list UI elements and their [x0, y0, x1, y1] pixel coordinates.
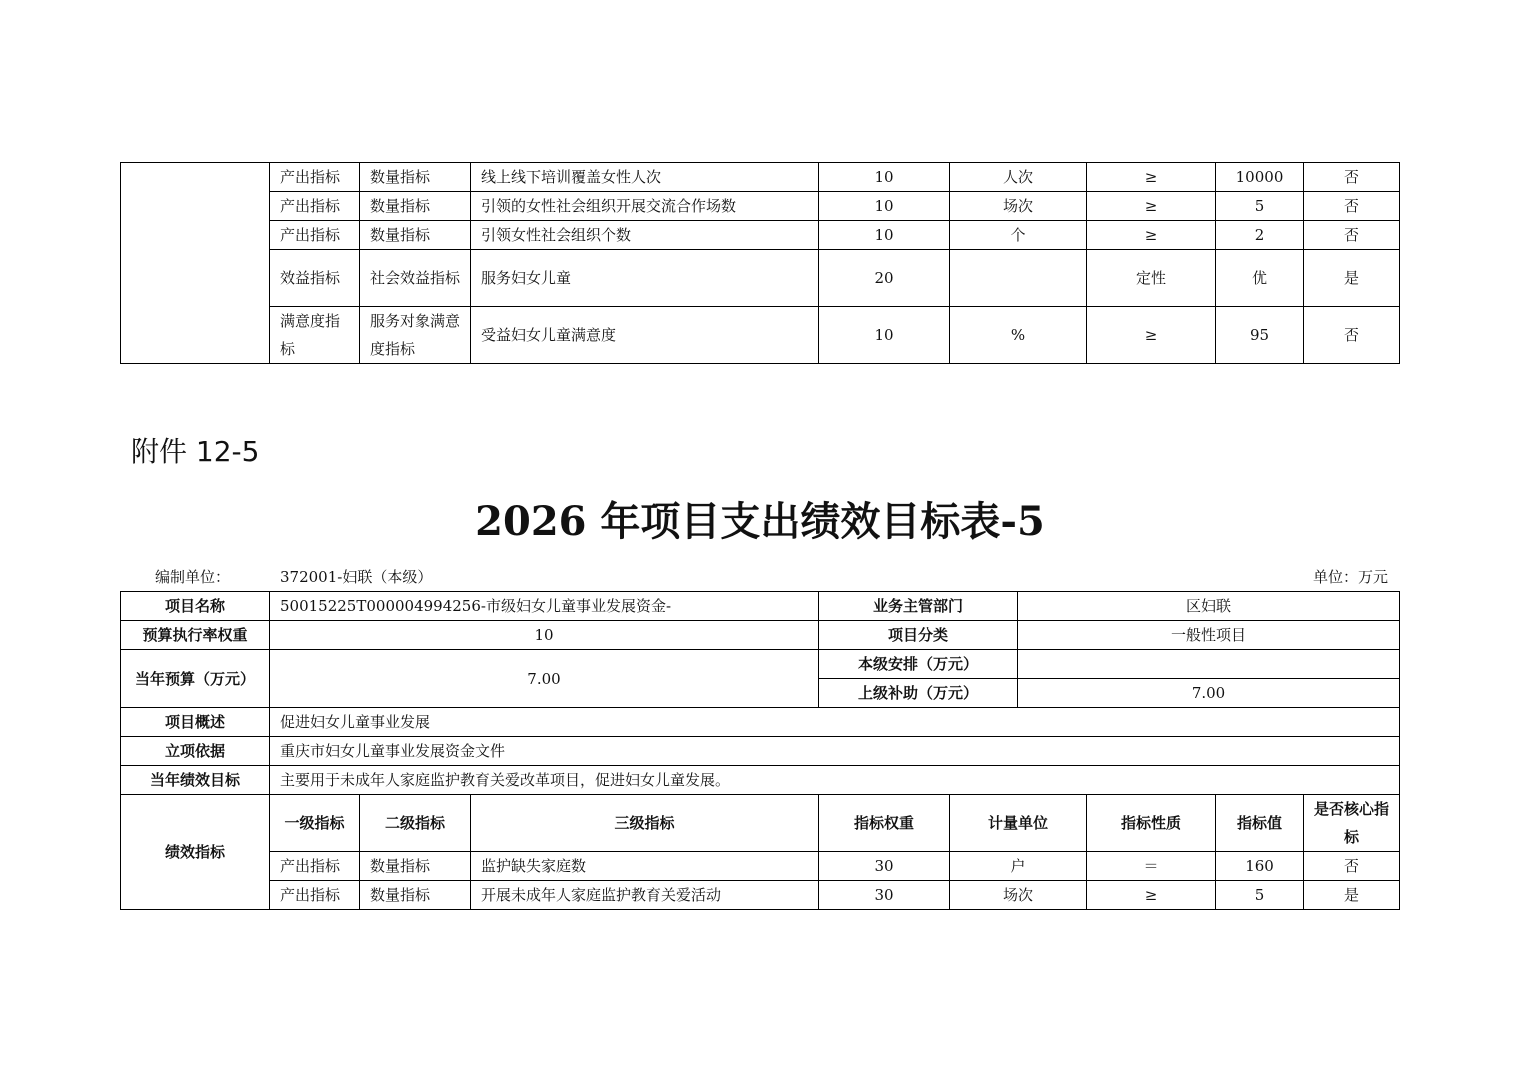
level3-cell: 开展未成年人家庭监护教育关爱活动 — [471, 881, 819, 910]
goal-label: 当年绩效目标 — [121, 766, 270, 795]
weight-cell: 10 — [819, 221, 950, 250]
category-label: 项目分类 — [819, 621, 1018, 650]
table-row — [121, 795, 1400, 852]
level1-cell: 产出指标 — [270, 221, 360, 250]
nature-cell: ＝ — [1087, 852, 1216, 881]
header-unit: 计量单位 — [950, 795, 1087, 852]
unit-cell: 户 — [950, 852, 1087, 881]
goal-value: 主要用于未成年人家庭监护教育关爱改革项目，促进妇女儿童发展。 — [270, 766, 1400, 795]
core-cell: 是 — [1304, 881, 1400, 910]
level3-cell: 服务妇女儿童 — [471, 250, 819, 307]
unit-cell: 场次 — [950, 881, 1087, 910]
nature-cell: 定性 — [1087, 250, 1216, 307]
level1-cell: 产出指标 — [270, 881, 360, 910]
annex-label: 附件 12-5 — [131, 435, 260, 468]
core-cell: 否 — [1304, 852, 1400, 881]
money-unit-label: 单位：万元 — [1312, 568, 1388, 586]
table-row — [121, 708, 1400, 737]
budget-label: 当年预算（万元） — [121, 650, 270, 708]
level3-cell: 监护缺失家庭数 — [471, 852, 819, 881]
table-row — [121, 881, 1400, 910]
value-cell: 160 — [1216, 852, 1304, 881]
table-row — [121, 192, 1400, 221]
level1-cell: 效益指标 — [270, 250, 360, 307]
level1-cell: 产出指标 — [270, 852, 360, 881]
table-row — [121, 737, 1400, 766]
dept-value: 区妇联 — [1018, 592, 1400, 621]
header-value: 指标值 — [1216, 795, 1304, 852]
exec-weight-value: 10 — [270, 621, 819, 650]
weight-cell: 30 — [819, 852, 950, 881]
level3-cell: 引领的女性社会组织开展交流合作场数 — [471, 192, 819, 221]
page-title: 2026 年项目支出绩效目标表-5 — [475, 498, 1045, 545]
blank-cell — [121, 163, 270, 364]
indicators-label: 绩效指标 — [121, 795, 270, 910]
continued-indicator-table — [120, 162, 1400, 364]
header-level3: 三级指标 — [471, 795, 819, 852]
project-name-label: 项目名称 — [121, 592, 270, 621]
level2-cell: 数量指标 — [360, 852, 471, 881]
table-row — [121, 250, 1400, 307]
table-row — [121, 221, 1400, 250]
level1-cell: 满意度指标 — [270, 307, 360, 364]
table-row — [121, 307, 1400, 364]
level1-cell: 产出指标 — [270, 192, 360, 221]
org-unit-label: 编制单位： — [155, 568, 231, 586]
nature-cell: ≥ — [1087, 163, 1216, 192]
unit-cell — [950, 250, 1087, 307]
table-row — [121, 621, 1400, 650]
weight-cell: 10 — [819, 307, 950, 364]
project-name-value: 50015225T000004994256-市级妇女儿童事业发展资金- — [270, 592, 819, 621]
table-row — [121, 163, 1400, 192]
weight-cell: 10 — [819, 163, 950, 192]
level2-cell: 数量指标 — [360, 881, 471, 910]
core-cell: 是 — [1304, 250, 1400, 307]
core-cell: 否 — [1304, 307, 1400, 364]
dept-label: 业务主管部门 — [819, 592, 1018, 621]
header-nature: 指标性质 — [1087, 795, 1216, 852]
level3-cell: 线上线下培训覆盖女性人次 — [471, 163, 819, 192]
table-row — [121, 766, 1400, 795]
unit-cell: 场次 — [950, 192, 1087, 221]
table-row — [121, 650, 1400, 679]
level3-cell: 受益妇女儿童满意度 — [471, 307, 819, 364]
org-unit-value: 372001-妇联（本级） — [280, 568, 433, 586]
header-weight: 指标权重 — [819, 795, 950, 852]
unit-cell: 人次 — [950, 163, 1087, 192]
header-core: 是否核心指标 — [1304, 795, 1400, 852]
weight-cell: 10 — [819, 192, 950, 221]
budget-value: 7.00 — [270, 650, 819, 708]
header-level2: 二级指标 — [360, 795, 471, 852]
table-row — [121, 592, 1400, 621]
nature-cell: ≥ — [1087, 307, 1216, 364]
level2-cell: 社会效益指标 — [360, 250, 471, 307]
core-cell: 否 — [1304, 192, 1400, 221]
header-level1: 一级指标 — [270, 795, 360, 852]
basis-value: 重庆市妇女儿童事业发展资金文件 — [270, 737, 1400, 766]
level2-cell: 服务对象满意度指标 — [360, 307, 471, 364]
value-cell: 5 — [1216, 881, 1304, 910]
performance-goal-table — [120, 591, 1400, 910]
level2-cell: 数量指标 — [360, 192, 471, 221]
core-cell: 否 — [1304, 221, 1400, 250]
overview-value: 促进妇女儿童事业发展 — [270, 708, 1400, 737]
unit-cell: 个 — [950, 221, 1087, 250]
value-cell: 10000 — [1216, 163, 1304, 192]
value-cell: 5 — [1216, 192, 1304, 221]
value-cell: 95 — [1216, 307, 1304, 364]
nature-cell: ≥ — [1087, 881, 1216, 910]
level3-cell: 引领女性社会组织个数 — [471, 221, 819, 250]
category-value: 一般性项目 — [1018, 621, 1400, 650]
subsidy-value: 7.00 — [1018, 679, 1400, 708]
level1-cell: 产出指标 — [270, 163, 360, 192]
table-row — [121, 852, 1400, 881]
local-label: 本级安排（万元） — [819, 650, 1018, 679]
core-cell: 否 — [1304, 163, 1400, 192]
weight-cell: 30 — [819, 881, 950, 910]
value-cell: 2 — [1216, 221, 1304, 250]
exec-weight-label: 预算执行率权重 — [121, 621, 270, 650]
level2-cell: 数量指标 — [360, 163, 471, 192]
subsidy-label: 上级补助（万元） — [819, 679, 1018, 708]
value-cell: 优 — [1216, 250, 1304, 307]
basis-label: 立项依据 — [121, 737, 270, 766]
nature-cell: ≥ — [1087, 192, 1216, 221]
weight-cell: 20 — [819, 250, 950, 307]
level2-cell: 数量指标 — [360, 221, 471, 250]
local-value — [1018, 650, 1400, 679]
unit-cell: % — [950, 307, 1087, 364]
nature-cell: ≥ — [1087, 221, 1216, 250]
overview-label: 项目概述 — [121, 708, 270, 737]
